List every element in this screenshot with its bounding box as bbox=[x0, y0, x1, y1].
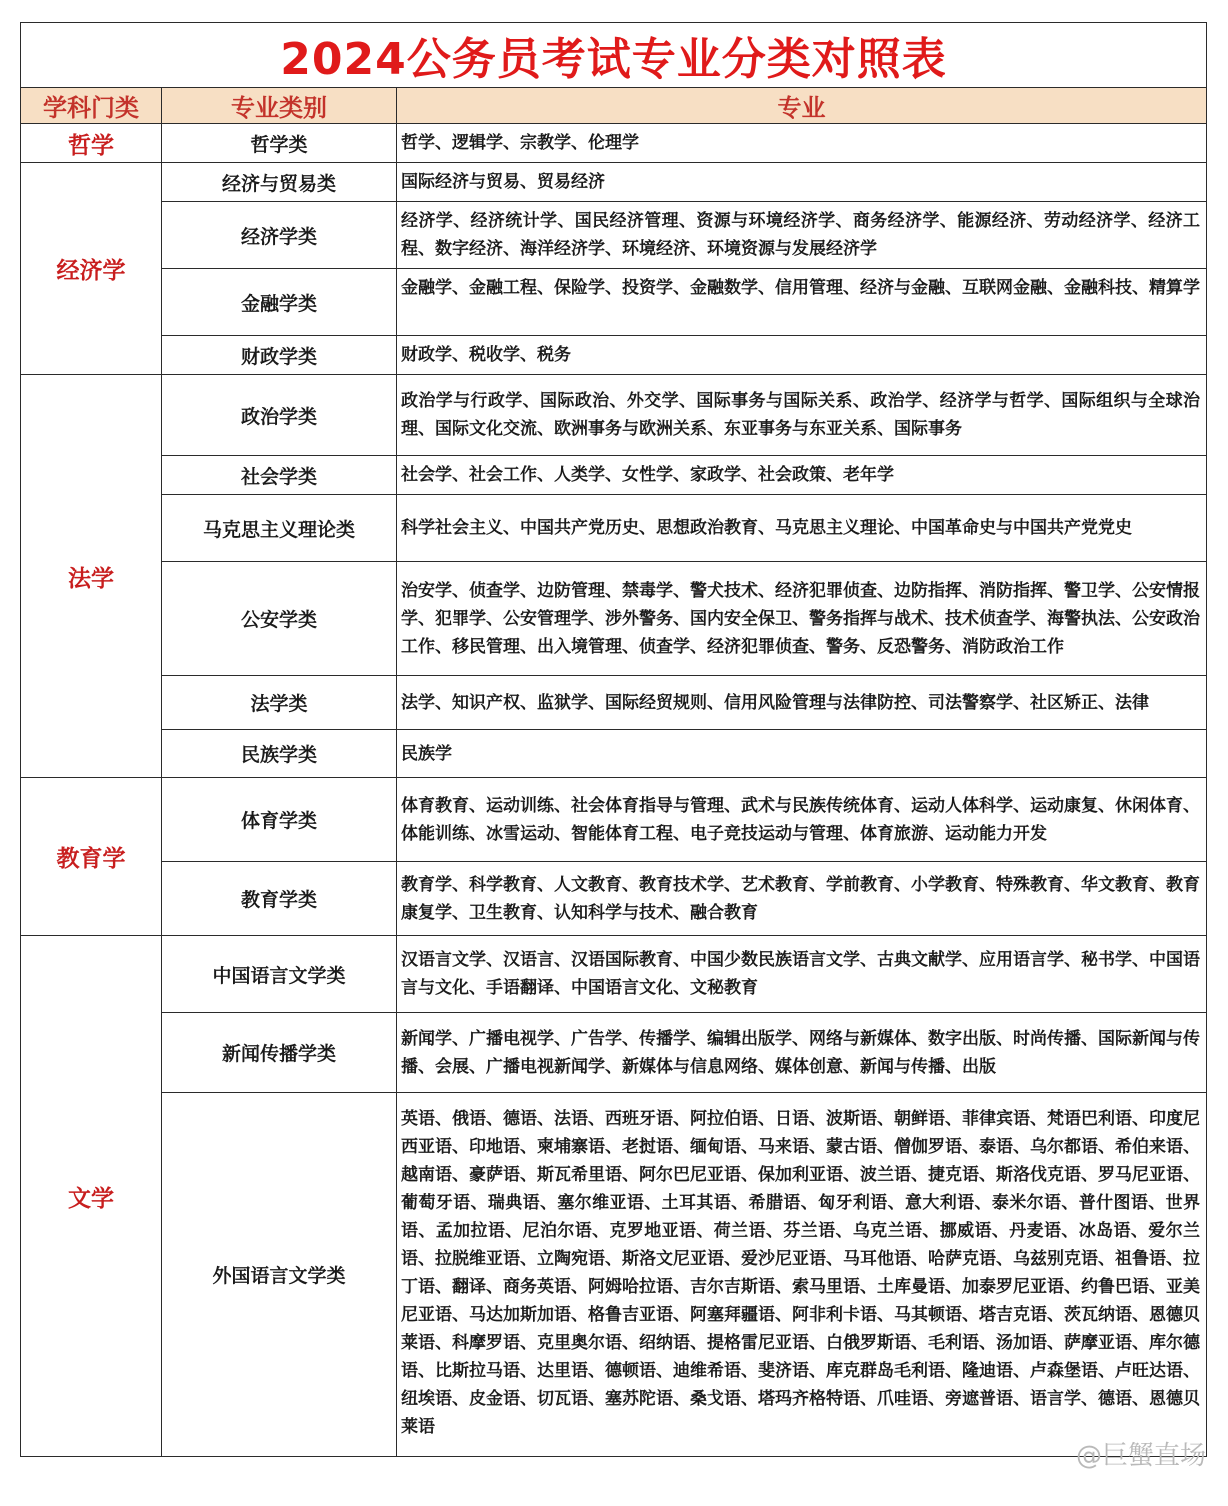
table-row bbox=[21, 456, 1207, 495]
table-row bbox=[21, 936, 1207, 1013]
subcategory-cell: 新闻传播学类 bbox=[162, 1013, 397, 1093]
major-classification-table bbox=[20, 22, 1207, 1457]
subcategory-cell: 社会学类 bbox=[162, 456, 397, 495]
majors-cell: 财政学、税收学、税务 bbox=[397, 336, 1207, 375]
header-category: 学科门类 bbox=[21, 88, 162, 124]
majors-cell: 国际经济与贸易、贸易经济 bbox=[397, 163, 1207, 202]
subcategory-cell: 外国语言文学类 bbox=[162, 1093, 397, 1457]
header-subcategory: 专业类别 bbox=[162, 88, 397, 124]
table-row bbox=[21, 862, 1207, 936]
subcategory-cell: 公安学类 bbox=[162, 562, 397, 676]
majors-cell: 金融学、金融工程、保险学、投资学、金融数学、信用管理、经济与金融、互联网金融、金融科技、精算学 bbox=[397, 269, 1207, 336]
category-cell: 教育学 bbox=[21, 778, 162, 936]
subcategory-cell: 法学类 bbox=[162, 676, 397, 730]
majors-cell: 哲学、逻辑学、宗教学、伦理学 bbox=[397, 124, 1207, 163]
majors-cell: 社会学、社会工作、人类学、女性学、家政学、社会政策、老年学 bbox=[397, 456, 1207, 495]
table-row bbox=[21, 336, 1207, 375]
subcategory-cell: 政治学类 bbox=[162, 375, 397, 456]
table-row bbox=[21, 730, 1207, 778]
comparison-sheet bbox=[20, 22, 1206, 1457]
category-cell: 哲学 bbox=[21, 124, 162, 163]
category-cell: 法学 bbox=[21, 375, 162, 778]
page-title: 2024公务员考试专业分类对照表 bbox=[21, 23, 1207, 88]
table-row bbox=[21, 778, 1207, 862]
subcategory-cell: 体育学类 bbox=[162, 778, 397, 862]
subcategory-cell: 经济与贸易类 bbox=[162, 163, 397, 202]
subcategory-cell: 教育学类 bbox=[162, 862, 397, 936]
table-row bbox=[21, 202, 1207, 269]
majors-cell: 汉语言文学、汉语言、汉语国际教育、中国少数民族语言文学、古典文献学、应用语言学、秘书学、中国语言与文化、手语翻译、中国语言文化、文秘教育 bbox=[397, 936, 1207, 1013]
majors-cell: 新闻学、广播电视学、广告学、传播学、编辑出版学、网络与新媒体、数字出版、时尚传播、国际新闻与传播、会展、广播电视新闻学、新媒体与信息网络、媒体创意、新闻与传播、出版 bbox=[397, 1013, 1207, 1093]
majors-cell: 经济学、经济统计学、国民经济管理、资源与环境经济学、商务经济学、能源经济、劳动经济学、经济工程、数字经济、海洋经济学、环境经济、环境资源与发展经济学 bbox=[397, 202, 1207, 269]
subcategory-cell: 中国语言文学类 bbox=[162, 936, 397, 1013]
header-majors: 专业 bbox=[397, 88, 1207, 124]
majors-cell: 英语、俄语、德语、法语、西班牙语、阿拉伯语、日语、波斯语、朝鲜语、菲律宾语、梵语巴利语、印度尼西亚语、印地语、柬埔寨语、老挝语、缅甸语、马来语、蒙古语、僧伽罗语、泰语、乌尔都语、希伯来语、越南语、豪萨语、斯瓦希里语、阿尔巴尼亚语、保加利亚语、波兰语、捷克语、斯洛伐克语、罗马尼亚语、葡萄牙语、瑞典语、塞尔维亚语、土耳其语、希腊语、匈牙利语、意大利语、泰米尔语、普什图语、世界语、孟加拉语、尼泊尔语、克罗地亚语、荷兰语、芬兰语、乌克兰语、挪威语、丹麦语、冰岛语、爱尔兰语、拉脱维亚语、立陶宛语、斯洛文尼亚语、爱沙尼亚语、马耳他语、哈萨克语、乌兹别克语、祖鲁语、拉丁语、翻译、商务英语、阿姆哈拉语、吉尔吉斯语、索马里语、土库曼语、加泰罗尼亚语、约鲁巴语、亚美尼亚语、马达加斯加语、格鲁吉亚语、阿塞拜疆语、阿非利卡语、马其顿语、塔吉克语、茨瓦纳语、恩德贝莱语、科摩罗语、克里奥尔语、绍纳语、提格雷尼亚语、白俄罗斯语、毛利语、汤加语、萨摩亚语、库尔德语、比斯拉马语、达里语、德顿语、迪维希语、斐济语、库克群岛毛利语、隆迪语、卢森堡语、卢旺达语、纽埃语、皮金语、切瓦语、塞苏陀语、桑戈语、塔玛齐格特语、爪哇语、旁遮普语、语言学、德语、恩德贝莱语 bbox=[397, 1093, 1207, 1457]
subcategory-cell: 金融学类 bbox=[162, 269, 397, 336]
majors-cell: 政治学与行政学、国际政治、外交学、国际事务与国际关系、政治学、经济学与哲学、国际组织与全球治理、国际文化交流、欧洲事务与欧洲关系、东亚事务与东亚关系、国际事务 bbox=[397, 375, 1207, 456]
majors-cell: 民族学 bbox=[397, 730, 1207, 778]
subcategory-cell: 民族学类 bbox=[162, 730, 397, 778]
category-cell: 经济学 bbox=[21, 163, 162, 375]
table-row bbox=[21, 269, 1207, 336]
watermark: @巨蟹直场 bbox=[1075, 1441, 1206, 1471]
category-cell: 文学 bbox=[21, 936, 162, 1457]
table-row bbox=[21, 562, 1207, 676]
majors-cell: 科学社会主义、中国共产党历史、思想政治教育、马克思主义理论、中国革命史与中国共产党党史 bbox=[397, 495, 1207, 562]
majors-cell: 法学、知识产权、监狱学、国际经贸规则、信用风险管理与法律防控、司法警察学、社区矫正、法律 bbox=[397, 676, 1207, 730]
subcategory-cell: 经济学类 bbox=[162, 202, 397, 269]
majors-cell: 教育学、科学教育、人文教育、教育技术学、艺术教育、学前教育、小学教育、特殊教育、华文教育、教育康复学、卫生教育、认知科学与技术、融合教育 bbox=[397, 862, 1207, 936]
subcategory-cell: 财政学类 bbox=[162, 336, 397, 375]
table-row bbox=[21, 163, 1207, 202]
header-row bbox=[21, 88, 1207, 124]
subcategory-cell: 哲学类 bbox=[162, 124, 397, 163]
table-row bbox=[21, 1013, 1207, 1093]
table-row bbox=[21, 124, 1207, 163]
majors-cell: 体育教育、运动训练、社会体育指导与管理、武术与民族传统体育、运动人体科学、运动康复、休闲体育、体能训练、冰雪运动、智能体育工程、电子竞技运动与管理、体育旅游、运动能力开发 bbox=[397, 778, 1207, 862]
table-row bbox=[21, 375, 1207, 456]
majors-cell: 治安学、侦查学、边防管理、禁毒学、警犬技术、经济犯罪侦查、边防指挥、消防指挥、警卫学、公安情报学、犯罪学、公安管理学、涉外警务、国内安全保卫、警务指挥与战术、技术侦查学、海警执法、公安政治工作、移民管理、出入境管理、侦查学、经济犯罪侦查、警务、反恐警务、消防政治工作 bbox=[397, 562, 1207, 676]
subcategory-cell: 马克思主义理论类 bbox=[162, 495, 397, 562]
table-row bbox=[21, 676, 1207, 730]
table-row bbox=[21, 495, 1207, 562]
table-row bbox=[21, 1093, 1207, 1457]
